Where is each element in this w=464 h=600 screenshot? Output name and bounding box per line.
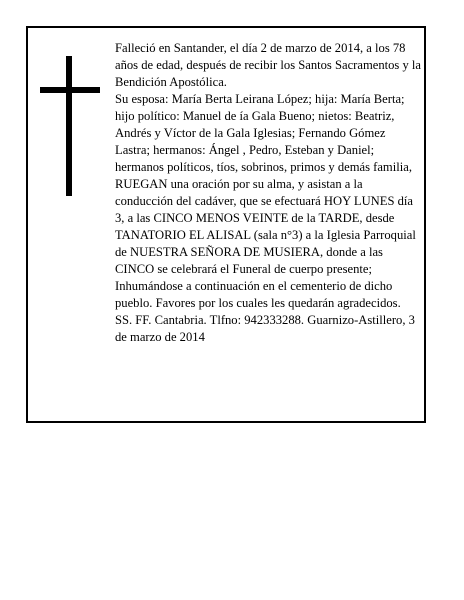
cross-vertical-bar [66,56,72,196]
funeral-home-contact: SS. FF. Cantabria. Tlfno: 942333288. Guarnizo-Astillero, 3 de marzo de 2014 [115,313,415,344]
obituary-notice [26,26,426,423]
cross-horizontal-bar [40,87,100,93]
funeral-details: RUEGAN una oración por su alma, y asistan a la conducción del cadáver, que se efectuará HOY LUNES día 3, a las CINCO MENOS VEINTE de la TARDE, desde TANATORIO EL ALISAL (sala n°3) a la Iglesia Parroquial de NUESTRA SEÑORA DE MUSIERA, donde a las CINCO se celebrará el Funeral de cuerpo presente; Inhumándose a continuación en el cementerio de dicho pueblo. Favores por los cuales les quedarán agradecidos. [115,177,416,310]
notice-text [115,40,421,346]
family-list: Su esposa: María Berta Leirana López; hija: María Berta; hijo político: Manuel de ía Gala Bueno; nietos: Beatriz, Andrés y Víctor de la Gala Iglesias; Fernando Gómez Lastra; hermanos: Ángel , Pedro, Esteban y Daniel; hermanos políticos, tíos, sobrinos, primos y demás familia, [115,92,412,174]
cross-icon [40,56,100,196]
death-announcement: Falleció en Santander, el día 2 de marzo de 2014, a los 78 años de edad, después de recibir los Santos Sacramentos y la Bendición Apostólica. [115,41,422,89]
